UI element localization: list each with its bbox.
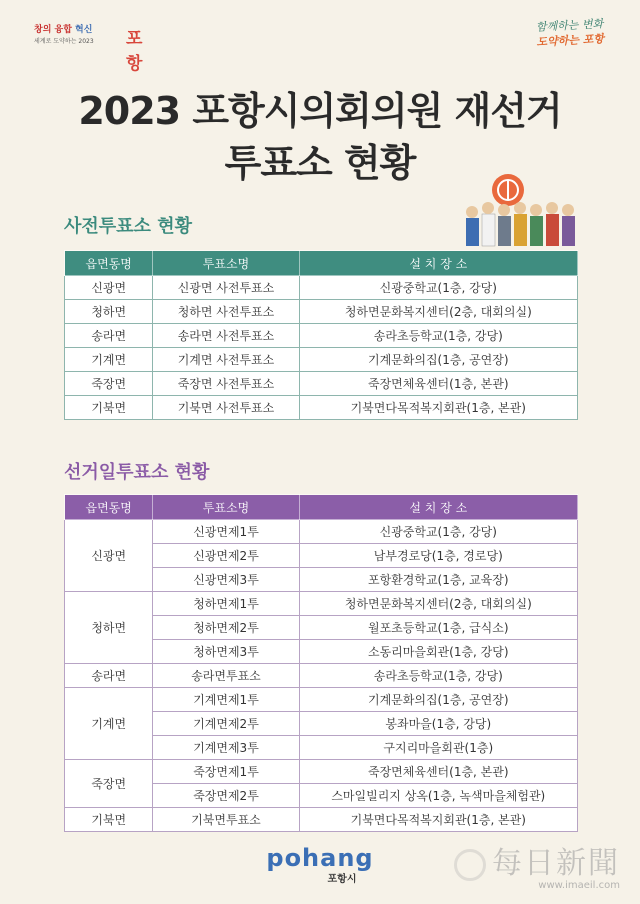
cell-station: 죽장면제2투 <box>153 784 299 808</box>
table-row <box>65 760 578 784</box>
slogan <box>536 16 605 49</box>
logo-brand: 포항 <box>126 29 143 74</box>
table-row <box>65 276 578 300</box>
newspaper-watermark <box>454 838 620 891</box>
cell-station: 죽장면제1투 <box>153 760 299 784</box>
cell-location: 기북면다목적복지회관(1층, 본관) <box>299 396 577 420</box>
table-header-row <box>65 251 578 276</box>
cell-location: 송라초등학교(1층, 강당) <box>299 324 577 348</box>
cell-area: 신광면 <box>65 276 153 300</box>
cell-location: 기북면다목적복지회관(1층, 본관) <box>299 808 577 832</box>
cell-location: 청하면문화복지센터(2층, 대회의실) <box>299 300 577 324</box>
cell-area: 죽장면 <box>65 372 153 396</box>
cell-location: 월포초등학교(1층, 급식소) <box>299 616 577 640</box>
cell-area: 기계면 <box>65 348 153 372</box>
cell-location: 송라초등학교(1층, 강당) <box>299 664 577 688</box>
cell-station: 신광면제3투 <box>153 568 299 592</box>
cell-station: 기북면투표소 <box>153 808 299 832</box>
cell-station: 청하면제3투 <box>153 640 299 664</box>
cell-station: 신광면제2투 <box>153 544 299 568</box>
cell-area: 송라면 <box>65 664 153 688</box>
slogan-line2: 도약하는 포항 <box>536 32 605 49</box>
table-row <box>65 396 578 420</box>
table-row <box>65 520 578 544</box>
logo-english: pohang <box>266 844 374 872</box>
col-header-area: 읍면동명 <box>65 495 153 520</box>
cell-station: 기계면 사전투표소 <box>153 348 299 372</box>
cell-location: 남부경로당(1층, 경로당) <box>299 544 577 568</box>
cell-location: 봉좌마을(1층, 강당) <box>299 712 577 736</box>
cell-station: 기계면제2투 <box>153 712 299 736</box>
table-row <box>65 808 578 832</box>
cell-station: 기계면제3투 <box>153 736 299 760</box>
table-row <box>65 300 578 324</box>
table-header-row <box>65 495 578 520</box>
table-row <box>65 348 578 372</box>
cell-station: 청하면 사전투표소 <box>153 300 299 324</box>
election-day-title: 선거일투표소 현황 <box>64 462 210 483</box>
table-row <box>65 324 578 348</box>
table-row <box>65 372 578 396</box>
col-header-location: 설 치 장 소 <box>299 251 577 276</box>
slogan-line1: 함께하는 변화 <box>536 17 604 34</box>
logo-line1-innovation: 혁신 <box>75 25 93 35</box>
cell-area: 청하면 <box>65 592 153 664</box>
watermark-name: 每日新聞 <box>492 846 620 881</box>
cell-location: 죽장면체육센터(1층, 본관) <box>299 372 577 396</box>
cell-area: 죽장면 <box>65 760 153 808</box>
col-header-area: 읍면동명 <box>65 251 153 276</box>
cell-area: 청하면 <box>65 300 153 324</box>
cell-station: 청하면제2투 <box>153 616 299 640</box>
logo-korean: 포항시 <box>327 874 357 885</box>
watermark-url: www.imaeil.com <box>538 880 620 891</box>
cell-location: 구지리마을회관(1층) <box>299 736 577 760</box>
early-voting-title: 사전투표소 현황 <box>64 216 192 237</box>
logo-line2: 세계로 도약하는 2023 <box>34 38 94 45</box>
cell-location: 죽장면체육센터(1층, 본관) <box>299 760 577 784</box>
cell-station: 기북면 사전투표소 <box>153 396 299 420</box>
col-header-station: 투표소명 <box>153 251 299 276</box>
page-title-line2: 투표소 현황 <box>224 141 416 185</box>
city-slogan-logo <box>34 22 143 74</box>
cell-location: 기계문화의집(1층, 공연장) <box>299 348 577 372</box>
cell-station: 신광면제1투 <box>153 520 299 544</box>
cell-station: 신광면 사전투표소 <box>153 276 299 300</box>
table-row <box>65 592 578 616</box>
early-voting-table <box>64 250 578 420</box>
cell-location: 포항환경학교(1층, 교육장) <box>299 568 577 592</box>
cell-area: 신광면 <box>65 520 153 592</box>
people-icon <box>466 202 575 246</box>
cell-location: 스마일빌리지 상옥(1층, 녹색마을체험관) <box>299 784 577 808</box>
col-header-station: 투표소명 <box>153 495 299 520</box>
cell-station: 청하면제1투 <box>153 592 299 616</box>
cell-area: 기계면 <box>65 688 153 760</box>
cell-location: 소동리마을회관(1층, 강당) <box>299 640 577 664</box>
table-row <box>65 664 578 688</box>
election-day-table <box>64 494 578 832</box>
cell-area: 송라면 <box>65 324 153 348</box>
logo-line1: 창의 융합 <box>34 25 76 35</box>
cell-area: 기북면 <box>65 808 153 832</box>
cell-station: 송라면 사전투표소 <box>153 324 299 348</box>
newspaper-emblem-icon <box>454 849 486 881</box>
cell-location: 신광중학교(1층, 강당) <box>299 520 577 544</box>
table-row <box>65 688 578 712</box>
cell-area: 기북면 <box>65 396 153 420</box>
col-header-location: 설 치 장 소 <box>299 495 577 520</box>
cell-location: 청하면문화복지센터(2층, 대회의실) <box>299 592 577 616</box>
cell-location: 신광중학교(1층, 강당) <box>299 276 577 300</box>
voters-illustration <box>462 168 582 252</box>
cell-station: 죽장면 사전투표소 <box>153 372 299 396</box>
cell-station: 기계면제1투 <box>153 688 299 712</box>
pohang-city-logo <box>262 846 378 885</box>
page-title-line1: 2023 포항시의회의원 재선거 <box>78 89 562 133</box>
cell-station: 송라면투표소 <box>153 664 299 688</box>
cell-location: 기계문화의집(1층, 공연장) <box>299 688 577 712</box>
